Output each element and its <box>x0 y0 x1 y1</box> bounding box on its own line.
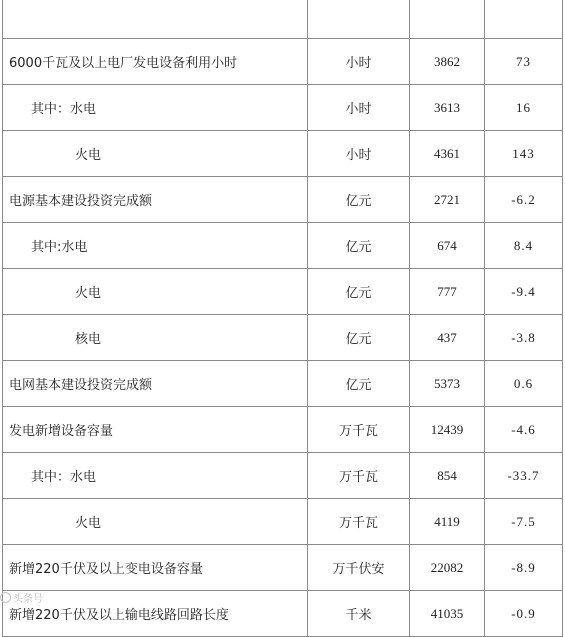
row-change: -3.8 <box>485 315 563 361</box>
table-row <box>3 223 563 269</box>
row-unit: 亿元 <box>308 223 410 269</box>
row-name: 火电 <box>3 499 308 545</box>
row-change: -4.6 <box>485 407 563 453</box>
row-value: 437 <box>410 315 485 361</box>
statistics-table-container <box>2 0 562 637</box>
table-row <box>3 591 563 637</box>
row-change: -7.5 <box>485 499 563 545</box>
row-unit: 亿元 <box>308 315 410 361</box>
row-change: -0.9 <box>485 591 563 637</box>
table-row <box>3 407 563 453</box>
row-name: 其中：水电 <box>3 85 308 131</box>
table-row <box>3 0 563 39</box>
row-unit: 万千瓦 <box>308 499 410 545</box>
table-row <box>3 361 563 407</box>
row-name <box>3 0 308 39</box>
row-change: 73 <box>485 39 563 85</box>
row-change: -8.9 <box>485 545 563 591</box>
row-change: -33.7 <box>485 453 563 499</box>
row-value: 674 <box>410 223 485 269</box>
row-unit: 亿元 <box>308 269 410 315</box>
row-value: 2721 <box>410 177 485 223</box>
watermark-text: 头条号 <box>13 594 43 605</box>
row-name: 新增220千伏及以上变电设备容量 <box>3 545 308 591</box>
row-change <box>485 0 563 39</box>
row-change: 8.4 <box>485 223 563 269</box>
row-name: 电源基本建设投资完成额 <box>3 177 308 223</box>
table-row <box>3 315 563 361</box>
row-name: 6000千瓦及以上电厂发电设备利用小时 <box>3 39 308 85</box>
table-row <box>3 453 563 499</box>
row-value: 22082 <box>410 545 485 591</box>
row-value: 4119 <box>410 499 485 545</box>
row-unit: 亿元 <box>308 177 410 223</box>
row-name: 火电 <box>3 131 308 177</box>
row-unit: 万千瓦 <box>308 407 410 453</box>
row-value <box>410 0 485 39</box>
row-change: 16 <box>485 85 563 131</box>
row-name: 其中:水电 <box>3 223 308 269</box>
row-unit: 万千瓦 <box>308 453 410 499</box>
row-change: 143 <box>485 131 563 177</box>
watermark-logo-icon <box>0 592 11 603</box>
table-row <box>3 131 563 177</box>
table-row <box>3 499 563 545</box>
row-value: 4361 <box>410 131 485 177</box>
row-name: 火电 <box>3 269 308 315</box>
row-value: 41035 <box>410 591 485 637</box>
table-row <box>3 269 563 315</box>
row-unit: 万千伏安 <box>308 545 410 591</box>
row-name: 电网基本建设投资完成额 <box>3 361 308 407</box>
row-change: -9.4 <box>485 269 563 315</box>
table-row <box>3 545 563 591</box>
row-unit: 千米 <box>308 591 410 637</box>
table-row <box>3 39 563 85</box>
table-row <box>3 177 563 223</box>
row-value: 854 <box>410 453 485 499</box>
row-unit: 小时 <box>308 131 410 177</box>
row-unit: 小时 <box>308 39 410 85</box>
table-row <box>3 85 563 131</box>
row-unit <box>308 0 410 39</box>
row-name: 核电 <box>3 315 308 361</box>
row-name: 其中：水电 <box>3 453 308 499</box>
row-unit: 亿元 <box>308 361 410 407</box>
watermark <box>0 590 43 605</box>
row-name: 新增220千伏及以上输电线路回路长度 <box>3 591 308 637</box>
row-value: 777 <box>410 269 485 315</box>
row-name: 发电新增设备容量 <box>3 407 308 453</box>
row-change: 0.6 <box>485 361 563 407</box>
statistics-table <box>2 0 563 637</box>
row-change: -6.2 <box>485 177 563 223</box>
row-value: 3862 <box>410 39 485 85</box>
row-value: 3613 <box>410 85 485 131</box>
row-value: 5373 <box>410 361 485 407</box>
row-value: 12439 <box>410 407 485 453</box>
row-unit: 小时 <box>308 85 410 131</box>
